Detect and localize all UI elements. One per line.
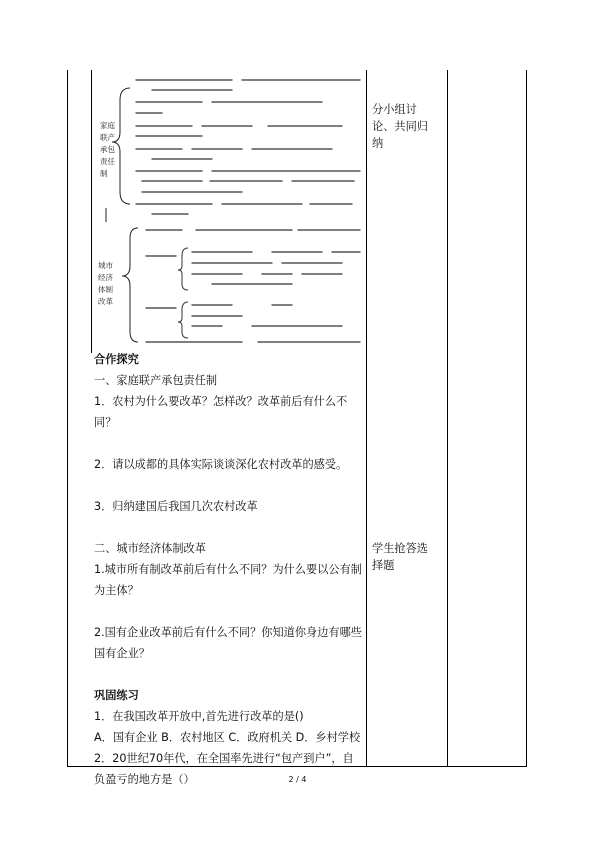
cooperation-title: 合作探究 <box>94 353 139 366</box>
section-1-heading: 一、家庭联产承包责任制 <box>94 374 218 387</box>
table-border-right <box>526 70 527 766</box>
practice-question-1: 1．在我国改革开放中,首先进行改革的是() <box>94 710 304 723</box>
table-divider-3 <box>447 70 448 766</box>
question-3: 3．归纳建国后我国几次农村改革 <box>94 500 258 513</box>
svg-text:制: 制 <box>100 169 108 178</box>
cooperation-section <box>94 349 364 790</box>
question-4: 1.城市所有制改革前后有什么不同？为什么要以公有制为主体？ <box>94 563 362 597</box>
practice-title: 巩固练习 <box>94 689 139 702</box>
svg-text:承包: 承包 <box>100 145 115 154</box>
question-5: 2.国有企业改革前后有什么不同？你知道你身边有哪些国有企业？ <box>94 626 362 660</box>
table-divider-2 <box>366 70 367 766</box>
svg-text:联产: 联产 <box>100 133 115 142</box>
knowledge-structure-diagram <box>92 70 364 348</box>
practice-options-1: A．国有企业 B．农村地区 C．政府机关 D．乡村学校 <box>94 731 361 744</box>
section-2-heading: 二、城市经济体制改革 <box>94 542 206 555</box>
question-1: 1．农村为什么要改革？怎样改？改革前后有什么不同？ <box>94 395 348 429</box>
svg-text:家庭: 家庭 <box>100 121 115 130</box>
svg-text:体制: 体制 <box>98 285 113 294</box>
table-border-left <box>67 70 68 766</box>
practice-question-2: 2．20世纪70年代，在全国率先进行“包产到户”，自负盈亏的地方是（） <box>94 752 354 786</box>
svg-text:责任: 责任 <box>100 157 115 166</box>
teaching-note-discussion: 分小组讨论、共同归纳 <box>372 103 428 150</box>
svg-text:改革: 改革 <box>98 297 113 306</box>
svg-text:城市: 城市 <box>98 261 113 270</box>
question-2: 2．请以成都的具体实际谈谈深化农村改革的感受。 <box>94 458 348 471</box>
teaching-note-quiz: 学生抢答选择题 <box>372 542 428 572</box>
page-number: 2 / 4 <box>288 775 307 784</box>
svg-text:经济: 经济 <box>98 273 113 282</box>
